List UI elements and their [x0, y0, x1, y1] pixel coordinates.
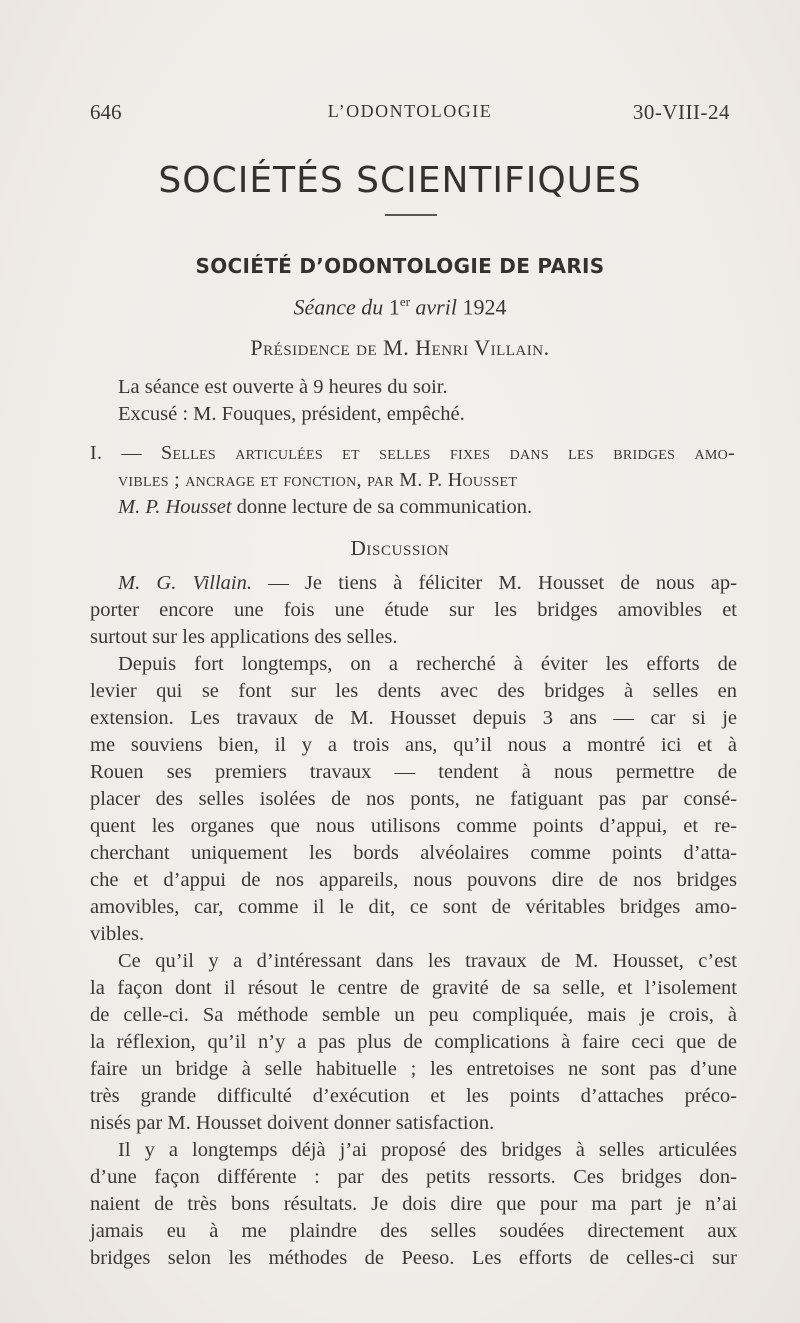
- paragraph-line: naient de très bons résultats. Je dois dire que pour ma part je n’ai: [90, 1193, 737, 1215]
- issue-date: 30-VIII-24: [632, 100, 730, 124]
- paragraph-line: Ce qu’il y a d’intéressant dans les travaux de M. Housset, c’est: [118, 950, 737, 972]
- paragraph-line: levier qui se font sur les dents avec des bridges à selles en: [90, 680, 737, 702]
- presidency-line: Présidence de M. Henri Villain.: [250, 335, 550, 360]
- session-date: [0, 294, 800, 320]
- communication-title-line: I. — Selles articulées et selles fixes dans les bridges amo-: [90, 442, 735, 464]
- paragraph-line: de celle-ci. Sa méthode semble un peu compliquée, mais je crois, à: [90, 1004, 737, 1026]
- lecture-speaker: M. P. Housset: [118, 496, 232, 518]
- paragraph-line: extension. Les travaux de M. Housset depuis 3 ans — car si je: [90, 707, 737, 729]
- paragraph-line: bridges selon les méthodes de Peeso. Les efforts de celles-ci sur: [90, 1247, 737, 1269]
- paragraph-line: Depuis fort longtemps, on a recherché à éviter les efforts de: [118, 653, 737, 675]
- paragraph-line: la réflexion, qu’il n’y a pas plus de complications à faire ceci que de: [90, 1031, 737, 1053]
- session-day-suffix: er: [399, 294, 410, 309]
- session-month: avril: [409, 294, 457, 320]
- section-title: SOCIÉTÉS SCIENTIFIQUES: [158, 160, 642, 201]
- page-number: 646: [90, 100, 122, 124]
- title-divider: [385, 214, 437, 216]
- opening-statements: [118, 374, 465, 428]
- paragraph-line: la façon dont il résout le centre de gravité de sa selle, et l’isolement: [90, 977, 737, 999]
- communication-title-line: vibles ; ancrage et fonction, par M. P. Housset: [118, 469, 518, 491]
- paragraph-line: me souviens bien, il y a trois ans, qu’il nous a montré ici et à: [90, 734, 737, 756]
- speaker-name: M. G. Villain.: [118, 572, 252, 594]
- paragraph-line: nisés par M. Housset doivent donner satisfaction.: [90, 1112, 495, 1134]
- paragraph-line: jamais eu à me plaindre des selles soudées directement aux: [90, 1220, 737, 1242]
- paragraph-line: M. G. Villain. — Je tiens à féliciter M. Housset de nous ap-: [118, 572, 737, 594]
- session-day: 1: [388, 294, 400, 320]
- running-header: [90, 100, 730, 128]
- opening-line: La séance est ouverte à 9 heures du soir.: [118, 376, 448, 398]
- paragraph-line: vibles.: [90, 923, 145, 945]
- opening-line: Excusé : M. Fouques, président, empêché.: [118, 403, 465, 425]
- session-year: 1924: [456, 294, 507, 320]
- lecture-text: donne lecture de sa communication.: [231, 496, 533, 518]
- paragraph-line: surtout sur les applications des selles.: [90, 626, 398, 648]
- discussion-body: [90, 570, 737, 1272]
- paragraph-line: très grande difficulté d’exécution et les points d’attaches préco-: [90, 1085, 737, 1107]
- paragraph-line: amovibles, car, comme il le dit, ce sont de véritables bridges amo-: [90, 896, 737, 918]
- paragraph-line: d’une façon différente : par des petits ressorts. Ces bridges don-: [90, 1166, 737, 1188]
- paragraph-line: porter encore une fois une étude sur les bridges amovibles et: [90, 599, 737, 621]
- paragraph-line: placer des selles isolées de nos ponts, ne fatiguant pas par consé-: [90, 788, 737, 810]
- society-heading: SOCIÉTÉ D’ODONTOLOGIE DE PARIS: [195, 254, 605, 278]
- journal-title: L’ODONTOLOGIE: [327, 101, 493, 121]
- discussion-heading: Discussion: [350, 536, 450, 560]
- paragraph-line: cherchant uniquement les bords alvéolaires comme points d’atta-: [90, 842, 737, 864]
- paragraph-line: faire un bridge à selle habituelle ; les entretoises ne sont pas d’une: [90, 1058, 737, 1080]
- communication-title: [90, 440, 735, 494]
- paragraph-line: quent les organes que nous utilisons comme points d’appui, et re-: [90, 815, 737, 837]
- paragraph-line: Il y a longtemps déjà j’ai proposé des bridges à selles articulées: [118, 1139, 737, 1161]
- paragraph-line: Rouen ses premiers travaux — tendent à nous permettre de: [90, 761, 737, 783]
- session-prefix: Séance du: [293, 294, 389, 320]
- paragraph-line: che et d’appui de nos appareils, nous pouvons dire de nos bridges: [90, 869, 737, 891]
- lecture-note: [118, 494, 532, 521]
